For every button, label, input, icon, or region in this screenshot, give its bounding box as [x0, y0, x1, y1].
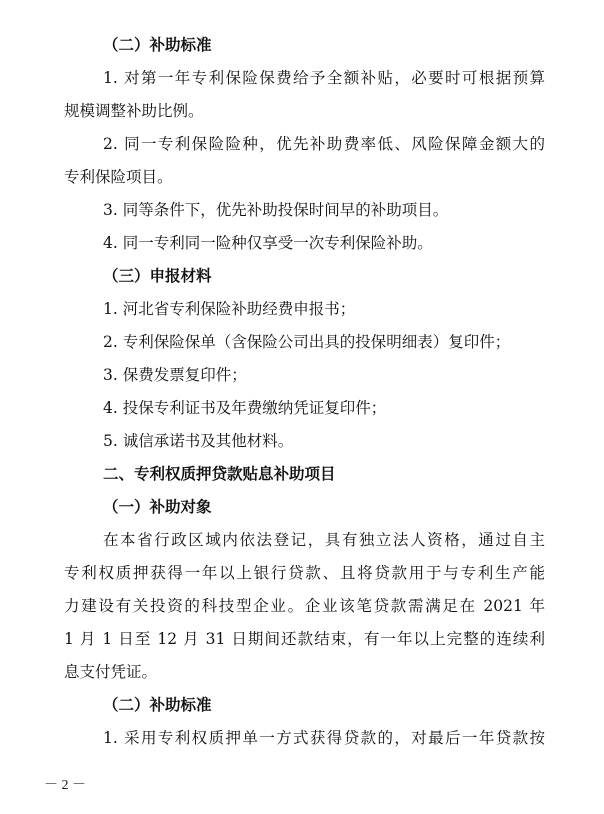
target-paragraph-line-1: 在本省行政区域内依法登记，具有独立法人资格，通过自主 [103, 531, 545, 549]
section-heading-subsidy-standard-2: （二）补助标准 [103, 696, 212, 714]
standard-2-item-1-line-1: 1. 采用专利权质押单一方式获得贷款的，对最后一年贷款按 [103, 729, 545, 747]
material-item-4: 4. 投保专利证书及年费缴纳凭证复印件； [103, 399, 387, 417]
target-paragraph-line-4: 1 月 1 日至 12 月 31 日期间还款结束，有一年以上完整的连续利 [64, 630, 545, 648]
section-heading-subsidy-target: （一）补助对象 [103, 498, 212, 516]
target-paragraph-line-3: 力建设有关投资的科技型企业。企业该笔贷款需满足在 2021 年 [64, 597, 545, 615]
material-item-1: 1. 河北省专利保险补助经费申报书； [103, 300, 356, 318]
subsidy-item-1-line-2: 规模调整补助比例。 [64, 102, 204, 120]
subsidy-item-3: 3. 同等条件下，优先补助投保时间早的补助项目。 [103, 201, 449, 219]
target-paragraph-line-5: 息支付凭证。 [64, 663, 158, 681]
subsidy-item-2-line-1: 2. 同一专利保险险种，优先补助费率低、风险保障金额大的 [103, 135, 545, 153]
part-heading-patent-pledge-loan: 二、专利权质押贷款贴息补助项目 [103, 465, 336, 483]
section-heading-application-materials: （三）申报材料 [103, 267, 212, 285]
material-item-5: 5. 诚信承诺书及其他材料。 [103, 432, 294, 450]
material-item-3: 3. 保费发票复印件； [103, 366, 247, 384]
subsidy-item-4: 4. 同一专利同一险种仅享受一次专利保险补助。 [103, 234, 433, 252]
subsidy-item-2-line-2: 专利保险项目。 [64, 168, 173, 186]
section-heading-subsidy-standard: （二）补助标准 [103, 36, 212, 54]
page-number: － 2 － [44, 778, 86, 793]
target-paragraph-line-2: 专利权质押获得一年以上银行贷款、且将贷款用于与专利生产能 [64, 564, 545, 582]
material-item-2: 2. 专利保险保单（含保险公司出具的投保明细表）复印件； [103, 333, 511, 351]
subsidy-item-1-line-1: 1. 对第一年专利保险保费给予全额补贴，必要时可根据预算 [103, 69, 545, 87]
